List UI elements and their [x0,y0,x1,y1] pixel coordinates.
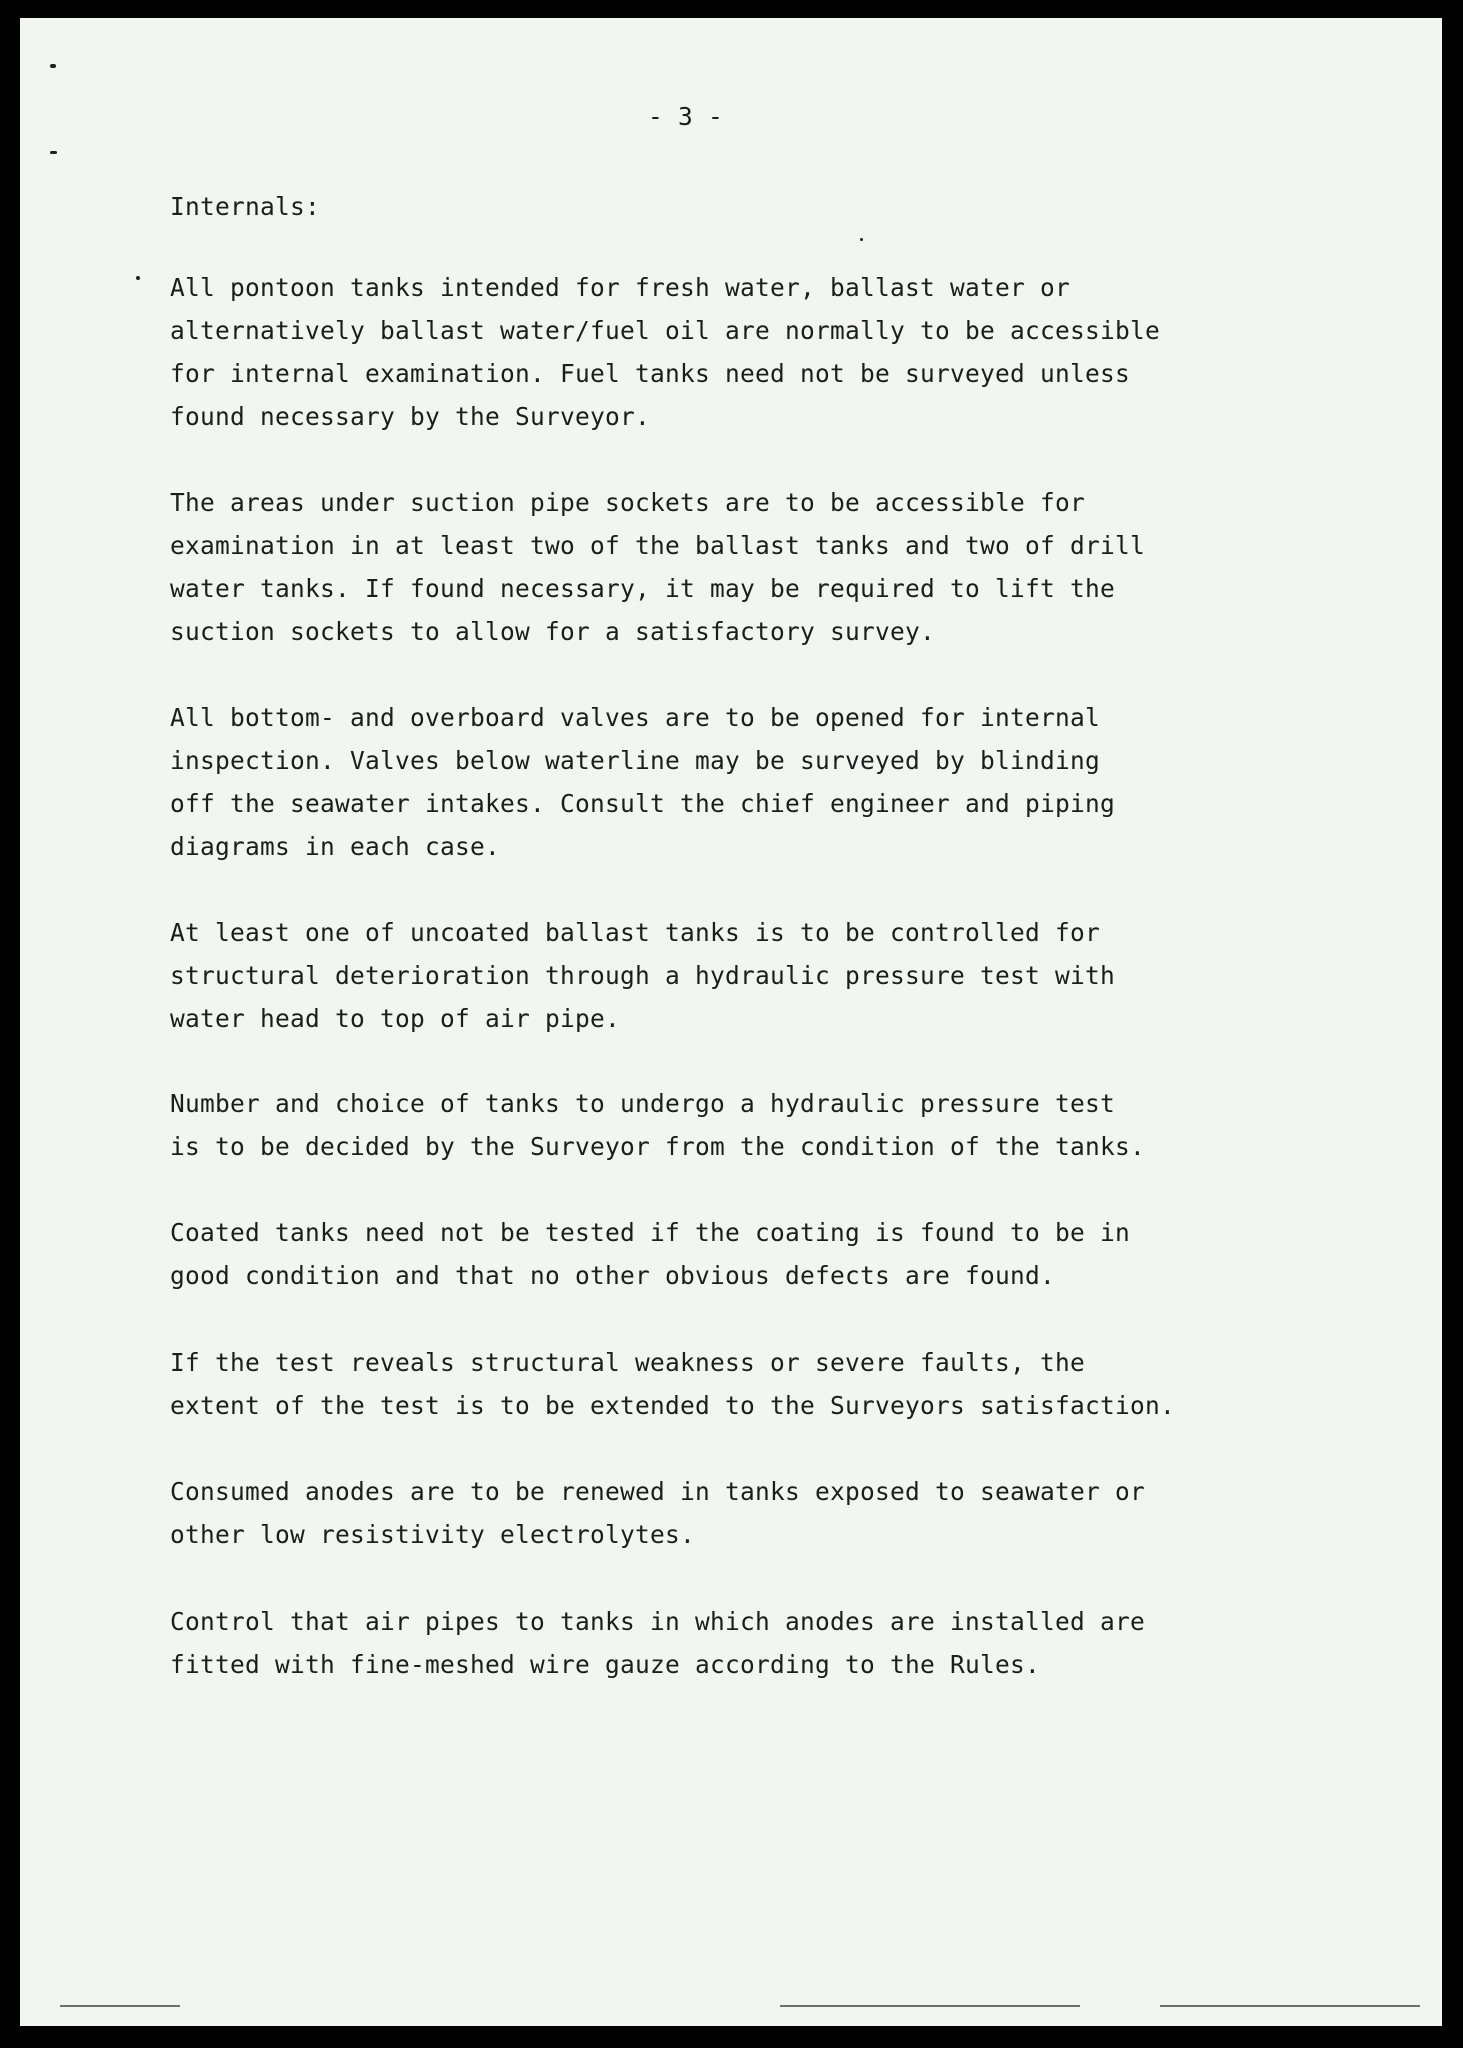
paragraph [170,1470,1145,1556]
paragraph [170,1600,1145,1686]
paragraph [170,696,1115,868]
text-line: inspection. Valves below waterline may be surveyed by blinding [170,746,1101,775]
scan-speck [136,276,140,280]
text-line: Coated tanks need not be tested if the coating is found to be in [170,1218,1131,1247]
text-line: suction sockets to allow for a satisfactory survey. [170,617,936,646]
text-line: structural deterioration through a hydraulic pressure test with [170,961,1116,990]
text-line: Number and choice of tanks to undergo a hydraulic pressure test [170,1089,1116,1118]
text-line: other low resistivity electrolytes. [170,1520,696,1549]
text-line: found necessary by the Surveyor. [170,402,651,431]
paragraph [170,1211,1130,1297]
scan-edge-line [780,2005,1080,2007]
text-line: At least one of uncoated ballast tanks is to be controlled for [170,918,1101,947]
scan-speck [50,151,57,154]
text-line: water head to top of air pipe. [170,1004,621,1033]
paragraph [170,911,1115,1040]
text-line: If the test reveals structural weakness or severe faults, the [170,1348,1086,1377]
text-line: fitted with fine-meshed wire gauze according to the Rules. [170,1650,1041,1679]
text-line: alternatively ballast water/fuel oil are normally to be accessible [170,316,1161,345]
paragraph [170,266,1160,438]
paragraph [170,481,1145,653]
section-heading: Internals: [170,192,321,221]
text-line: All pontoon tanks intended for fresh water, ballast water or [170,273,1071,302]
scan-speck [860,238,863,241]
text-line: diagrams in each case. [170,832,501,861]
text-line: good condition and that no other obvious defects are found. [170,1261,1056,1290]
text-line: is to be decided by the Surveyor from the condition of the tanks. [170,1132,1146,1161]
text-line: The areas under suction pipe sockets are to be accessible for [170,488,1086,517]
scan-edge-line [1160,2005,1420,2007]
scan-speck [50,64,56,68]
scanned-page [20,18,1442,2026]
text-line: Consumed anodes are to be renewed in tanks exposed to seawater or [170,1477,1146,1506]
page-number: - 3 - [648,102,724,131]
paragraph [170,1082,1145,1168]
paragraph [170,1341,1175,1427]
text-line: Control that air pipes to tanks in which anodes are installed are [170,1607,1146,1636]
scan-edge-line [60,2005,180,2007]
text-line: water tanks. If found necessary, it may be required to lift the [170,574,1116,603]
text-line: off the seawater intakes. Consult the chief engineer and piping [170,789,1116,818]
text-line: examination in at least two of the ballast tanks and two of drill [170,531,1146,560]
text-line: extent of the test is to be extended to the Surveyors satisfaction. [170,1391,1176,1420]
text-line: for internal examination. Fuel tanks need not be surveyed unless [170,359,1131,388]
text-line: All bottom- and overboard valves are to be opened for internal [170,703,1101,732]
